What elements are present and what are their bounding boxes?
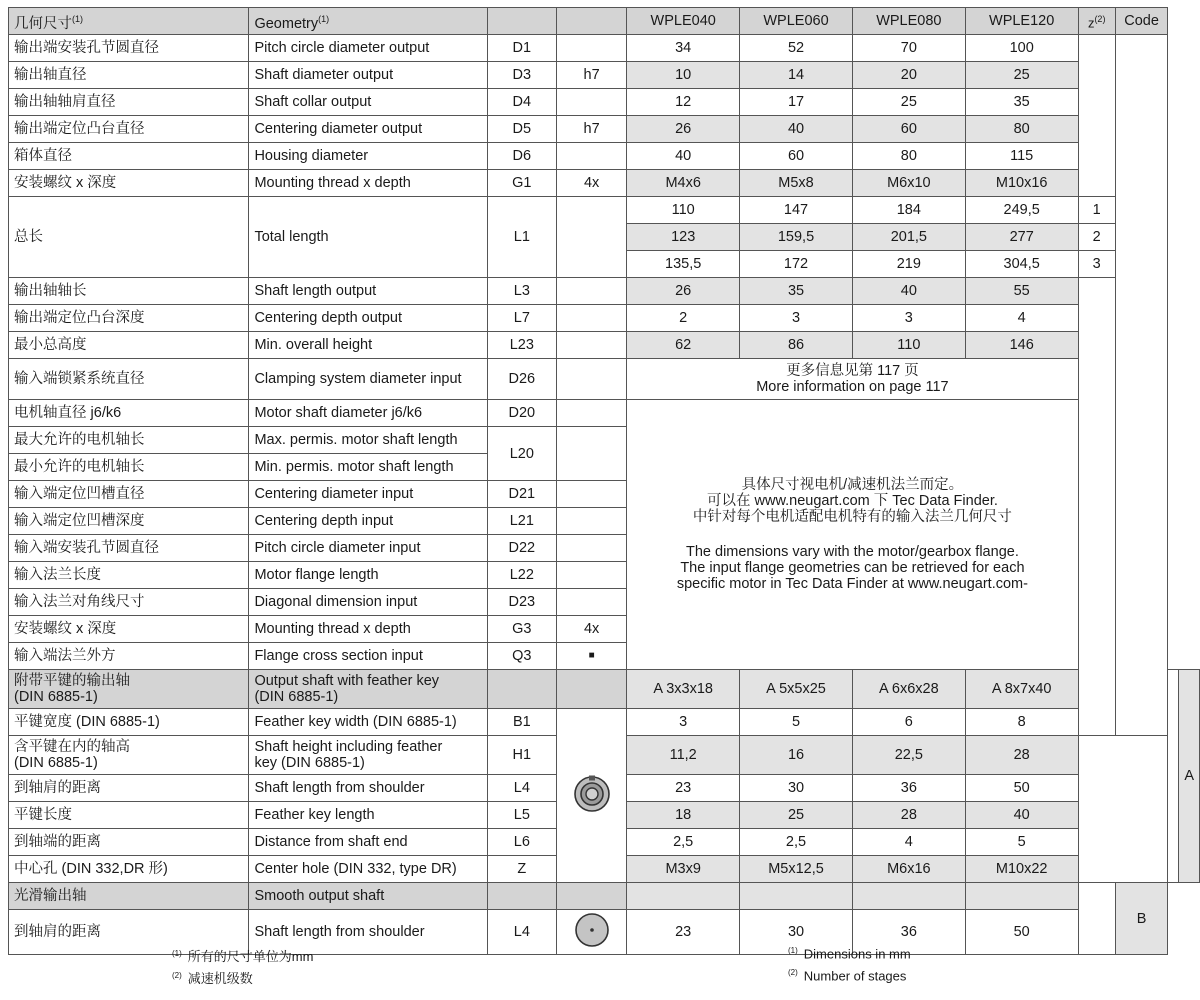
row-symbol: L5 [487,802,556,829]
row-tolerance [556,305,626,332]
row-symbol: Z [487,856,556,883]
row-label-en: Centering diameter output [249,116,487,143]
row-label-cn: 箱体直径 [9,143,249,170]
row-tolerance [556,197,626,278]
row-symbol: L20 [487,427,556,481]
row-value: 25 [965,62,1078,89]
row-value: 3 [852,305,965,332]
row-symbol: L3 [487,278,556,305]
row-value: A 5x5x25 [740,670,853,709]
row-label-cn: 输入法兰长度 [9,562,249,589]
row-label-cn: 最大允许的电机轴长 [9,427,249,454]
row-value: 219 [852,251,965,278]
table-row [9,170,1200,197]
row-label-cn: 输出轴直径 [9,62,249,89]
row-value: 28 [852,802,965,829]
row-value: 147 [740,197,853,224]
row-tolerance [556,562,626,589]
row-symbol: D23 [487,589,556,616]
row-value: 40 [740,116,853,143]
motor-note-cn-2: 可以在 www.neugart.com 下 Tec Data Finder. [706,493,998,509]
section-label-en: Smooth output shaft [249,883,487,910]
row-value: 249,5 [965,197,1078,224]
row-value: 146 [965,332,1078,359]
footnote-cn-2: $^{(2)}$ 减速机级数 [172,970,253,986]
row-value: 50 [965,775,1078,802]
row-value: 2,5 [740,829,853,856]
geometry-spec-table [8,7,1200,955]
row-label-en: Center hole (DIN 332, type DR) [249,856,487,883]
row-value: 8 [965,709,1078,736]
motor-note-cn-3: 中针对每个电机适配电机特有的输入法兰几何尺寸 [692,509,1012,525]
row-label-cn: 到轴肩的距离 [9,775,249,802]
section-label-cn: 附带平键的输出轴 (DIN 6885-1) [9,670,249,709]
z-empty-cell [1078,883,1115,955]
row-label-en: Flange cross section input [249,643,487,670]
row-label-en: Distance from shaft end [249,829,487,856]
row-label-en: Feather key length [249,802,487,829]
section-symbol [487,670,556,709]
row-value: 35 [740,278,853,305]
row-value: 50 [965,910,1078,955]
z-empty-cell [1078,278,1115,736]
row-tolerance [556,535,626,562]
row-label-cn: 安装螺纹 x 深度 [9,616,249,643]
row-value: 4 [965,305,1078,332]
motor-note-cn-1: 具体尺寸视电机/减速机法兰而定。 [741,477,964,493]
row-value: 40 [852,278,965,305]
row-value: 2 [627,305,740,332]
row-value: 80 [965,116,1078,143]
row-label-en: Centering depth input [249,508,487,535]
row-label-cn: 安装螺纹 x 深度 [9,170,249,197]
row-value: 110 [627,197,740,224]
row-label-en: Shaft height including feather key (DIN 6885-1) [249,736,487,775]
row-symbol: L7 [487,305,556,332]
z-empty-cell [1078,35,1115,197]
row-value: 10 [627,62,740,89]
header-model-4: WPLE120 [965,8,1078,35]
row-label-en: Shaft diameter output [249,62,487,89]
row-label-en: Total length [249,197,487,278]
row-value: A 3x3x18 [627,670,740,709]
row-value: 80 [852,143,965,170]
row-value: A 6x6x28 [852,670,965,709]
table-row [9,332,1200,359]
row-value: 159,5 [740,224,853,251]
row-tolerance [556,35,626,62]
row-label-cn: 输入端定位凹槽深度 [9,508,249,535]
row-value: 60 [852,116,965,143]
row-value: M6x16 [852,856,965,883]
row-symbol: L4 [487,775,556,802]
motor-note-en-3: specific motor in Tec Data Finder at www.neugart.com- [676,576,1028,592]
row-label-cn: 输出端定位凸台深度 [9,305,249,332]
row-symbol: D22 [487,535,556,562]
row-symbol: L21 [487,508,556,535]
table-row [9,709,1200,736]
row-label-en: Shaft length output [249,278,487,305]
table-row [9,35,1200,62]
note-cn: 更多信息见第 117 页 [786,363,919,379]
row-label-en: Mounting thread x depth [249,170,487,197]
row-symbol: D3 [487,62,556,89]
row-value: 18 [627,802,740,829]
footnote-en-1: $^{(1)}$ Dimensions in mm [788,946,911,962]
row-label-cn: 输入法兰对角线尺寸 [9,589,249,616]
motor-note-en-1: The dimensions vary with the motor/gearbox flange. [685,544,1019,560]
row-label-en: Shaft length from shoulder [249,775,487,802]
row-value: 2,5 [627,829,740,856]
code-empty-cell [1115,35,1168,736]
row-symbol: L4 [487,910,556,955]
row-value: M5x12,5 [740,856,853,883]
row-value: 3 [740,305,853,332]
code-a: A [1179,670,1200,883]
row-value: 22,5 [852,736,965,775]
header-code: Code [1115,8,1168,35]
table-row [9,89,1200,116]
row-value: M4x6 [627,170,740,197]
row-value: 20 [852,62,965,89]
row-value: 40 [965,802,1078,829]
row-value: 135,5 [627,251,740,278]
row-value: A 8x7x40 [965,670,1078,709]
row-tolerance: h7 [556,116,626,143]
row-value: 35 [965,89,1078,116]
row-label-cn: 输入端安装孔节圆直径 [9,535,249,562]
row-tolerance [556,359,626,400]
header-col-tolerance [556,8,626,35]
footnote-en-2: $^{(2)}$ Number of stages [788,968,907,984]
row-value: 23 [627,910,740,955]
row-value: 25 [852,89,965,116]
section-header-row [9,670,1200,709]
row-value: 100 [965,35,1078,62]
row-label-en: Diagonal dimension input [249,589,487,616]
row-label-cn: 输入端定位凹槽直径 [9,481,249,508]
row-label-cn: 最小允许的电机轴长 [9,454,249,481]
section-symbol [487,883,556,910]
row-tolerance [556,278,626,305]
stage-number: 3 [1078,251,1115,278]
section-label-cn: 光滑输出轴 [9,883,249,910]
row-value: 30 [740,910,853,955]
row-symbol: D21 [487,481,556,508]
square-symbol: ■ [556,643,626,670]
row-label-en: Min. permis. motor shaft length [249,454,487,481]
section-empty [965,883,1078,910]
row-value: 16 [740,736,853,775]
stage-number: 1 [1078,197,1115,224]
row-tolerance [556,400,626,427]
section-label-en: Output shaft with feather key (DIN 6885-1) [249,670,487,709]
row-label-cn: 输出轴轴肩直径 [9,89,249,116]
table-row [9,62,1200,89]
row-symbol: Q3 [487,643,556,670]
row-tolerance: h7 [556,62,626,89]
row-label-cn: 平键长度 [9,802,249,829]
row-value: 26 [627,116,740,143]
row-value: 5 [740,709,853,736]
z-empty-cell [1168,670,1179,883]
row-value: 17 [740,89,853,116]
row-value: 4 [852,829,965,856]
row-tolerance [556,143,626,170]
row-symbol: D20 [487,400,556,427]
row-tolerance [556,481,626,508]
row-symbol: L6 [487,829,556,856]
row-label-en: Centering diameter input [249,481,487,508]
section-tolerance [556,670,626,709]
row-label-en: Motor flange length [249,562,487,589]
row-value: M5x8 [740,170,853,197]
stage-number: 2 [1078,224,1115,251]
header-col-symbol [487,8,556,35]
row-symbol: D5 [487,116,556,143]
row-label-cn: 中心孔 (DIN 332,DR 形) [9,856,249,883]
row-value: 172 [740,251,853,278]
row-symbol: D4 [487,89,556,116]
motor-flange-note [627,400,1078,670]
section-empty [627,883,740,910]
row-symbol: L1 [487,197,556,278]
row-tolerance [556,89,626,116]
row-label-en: Shaft collar output [249,89,487,116]
row-label-en: Min. overall height [249,332,487,359]
row-value: 110 [852,332,965,359]
row-value: 277 [965,224,1078,251]
row-label-en: Mounting thread x depth [249,616,487,643]
row-label-cn: 输出端定位凸台直径 [9,116,249,143]
row-label-cn: 电机轴直径 j6/k6 [9,400,249,427]
row-value: 304,5 [965,251,1078,278]
row-value: 86 [740,332,853,359]
smooth-shaft-icon [573,911,611,949]
row-label-en: Centering depth output [249,305,487,332]
row-value: M10x16 [965,170,1078,197]
spec-table-container [8,7,1200,955]
row-value: 26 [627,278,740,305]
page-reference-note [627,359,1078,400]
row-label-en: Clamping system diameter input [249,359,487,400]
row-value: 123 [627,224,740,251]
row-value: 115 [965,143,1078,170]
row-value: 25 [740,802,853,829]
row-label-en: Motor shaft diameter j6/k6 [249,400,487,427]
table-row [9,305,1200,332]
keyed-shaft-icon [572,774,612,814]
header-row [9,8,1200,35]
row-value: 5 [965,829,1078,856]
header-model-3: WPLE080 [852,8,965,35]
row-label-cn: 最小总高度 [9,332,249,359]
header-col-en: Geometry$^{(1)}$ [249,8,487,35]
row-label-cn: 平键宽度 (DIN 6885-1) [9,709,249,736]
row-symbol: D1 [487,35,556,62]
row-value: 12 [627,89,740,116]
row-label-cn: 输入端锁紧系统直径 [9,359,249,400]
row-tolerance: 4x [556,616,626,643]
row-value: 70 [852,35,965,62]
row-label-cn: 输出轴轴长 [9,278,249,305]
row-value: M3x9 [627,856,740,883]
header-col-cn: 几何尺寸$^{(1)}$ [9,8,249,35]
row-value: 14 [740,62,853,89]
row-label-en: Housing diameter [249,143,487,170]
row-value: 28 [965,736,1078,775]
row-value: M6x10 [852,170,965,197]
row-symbol: B1 [487,709,556,736]
row-label-en: Pitch circle diameter input [249,535,487,562]
row-label-cn: 输入端法兰外方 [9,643,249,670]
section-empty [740,883,853,910]
row-symbol: L23 [487,332,556,359]
row-value: 6 [852,709,965,736]
row-symbol: D6 [487,143,556,170]
header-model-2: WPLE060 [740,8,853,35]
row-label-cn: 到轴端的距离 [9,829,249,856]
row-value: 201,5 [852,224,965,251]
table-row [9,116,1200,143]
table-row [9,278,1200,305]
row-label-en: Shaft length from shoulder [249,910,487,955]
footnote-cn-1: $^{(1)}$ 所有的尺寸单位为mm [172,948,314,964]
row-value: 36 [852,775,965,802]
row-symbol: L22 [487,562,556,589]
row-symbol: H1 [487,736,556,775]
header-z: $z^{(2)}$ [1078,8,1115,35]
row-value: 55 [965,278,1078,305]
keyed-shaft-icon-cell [556,709,626,883]
row-value: 11,2 [627,736,740,775]
row-label-en: Pitch circle diameter output [249,35,487,62]
row-value: 184 [852,197,965,224]
row-value: 3 [627,709,740,736]
row-tolerance [556,332,626,359]
note-en: More information on page 117 [756,379,949,395]
row-label-cn: 输出端安装孔节圆直径 [9,35,249,62]
table-row [9,359,1200,400]
row-value: 36 [852,910,965,955]
row-label-cn: 含平键在内的轴高 (DIN 6885-1) [9,736,249,775]
row-label-cn: 总长 [9,197,249,278]
row-value: 60 [740,143,853,170]
row-symbol: G3 [487,616,556,643]
table-row [9,197,1200,224]
row-value: M10x22 [965,856,1078,883]
row-label-en: Max. permis. motor shaft length [249,427,487,454]
section-tolerance [556,883,626,910]
table-row [9,400,1200,427]
section-empty [852,883,965,910]
row-tolerance: 4x [556,170,626,197]
code-b: B [1115,883,1168,955]
row-label-en: Feather key width (DIN 6885-1) [249,709,487,736]
row-value: 30 [740,775,853,802]
row-symbol: D26 [487,359,556,400]
header-model-1: WPLE040 [627,8,740,35]
row-tolerance [556,508,626,535]
row-tolerance [556,427,626,481]
row-value: 34 [627,35,740,62]
row-value: 52 [740,35,853,62]
row-symbol: G1 [487,170,556,197]
section-header-row [9,883,1200,910]
smooth-shaft-icon-cell [556,910,626,955]
table-row [9,143,1200,170]
motor-note-en-2: The input flange geometries can be retrieved for each [680,560,1025,576]
row-tolerance [556,589,626,616]
row-label-cn: 到轴肩的距离 [9,910,249,955]
row-value: 23 [627,775,740,802]
row-value: 62 [627,332,740,359]
row-value: 40 [627,143,740,170]
